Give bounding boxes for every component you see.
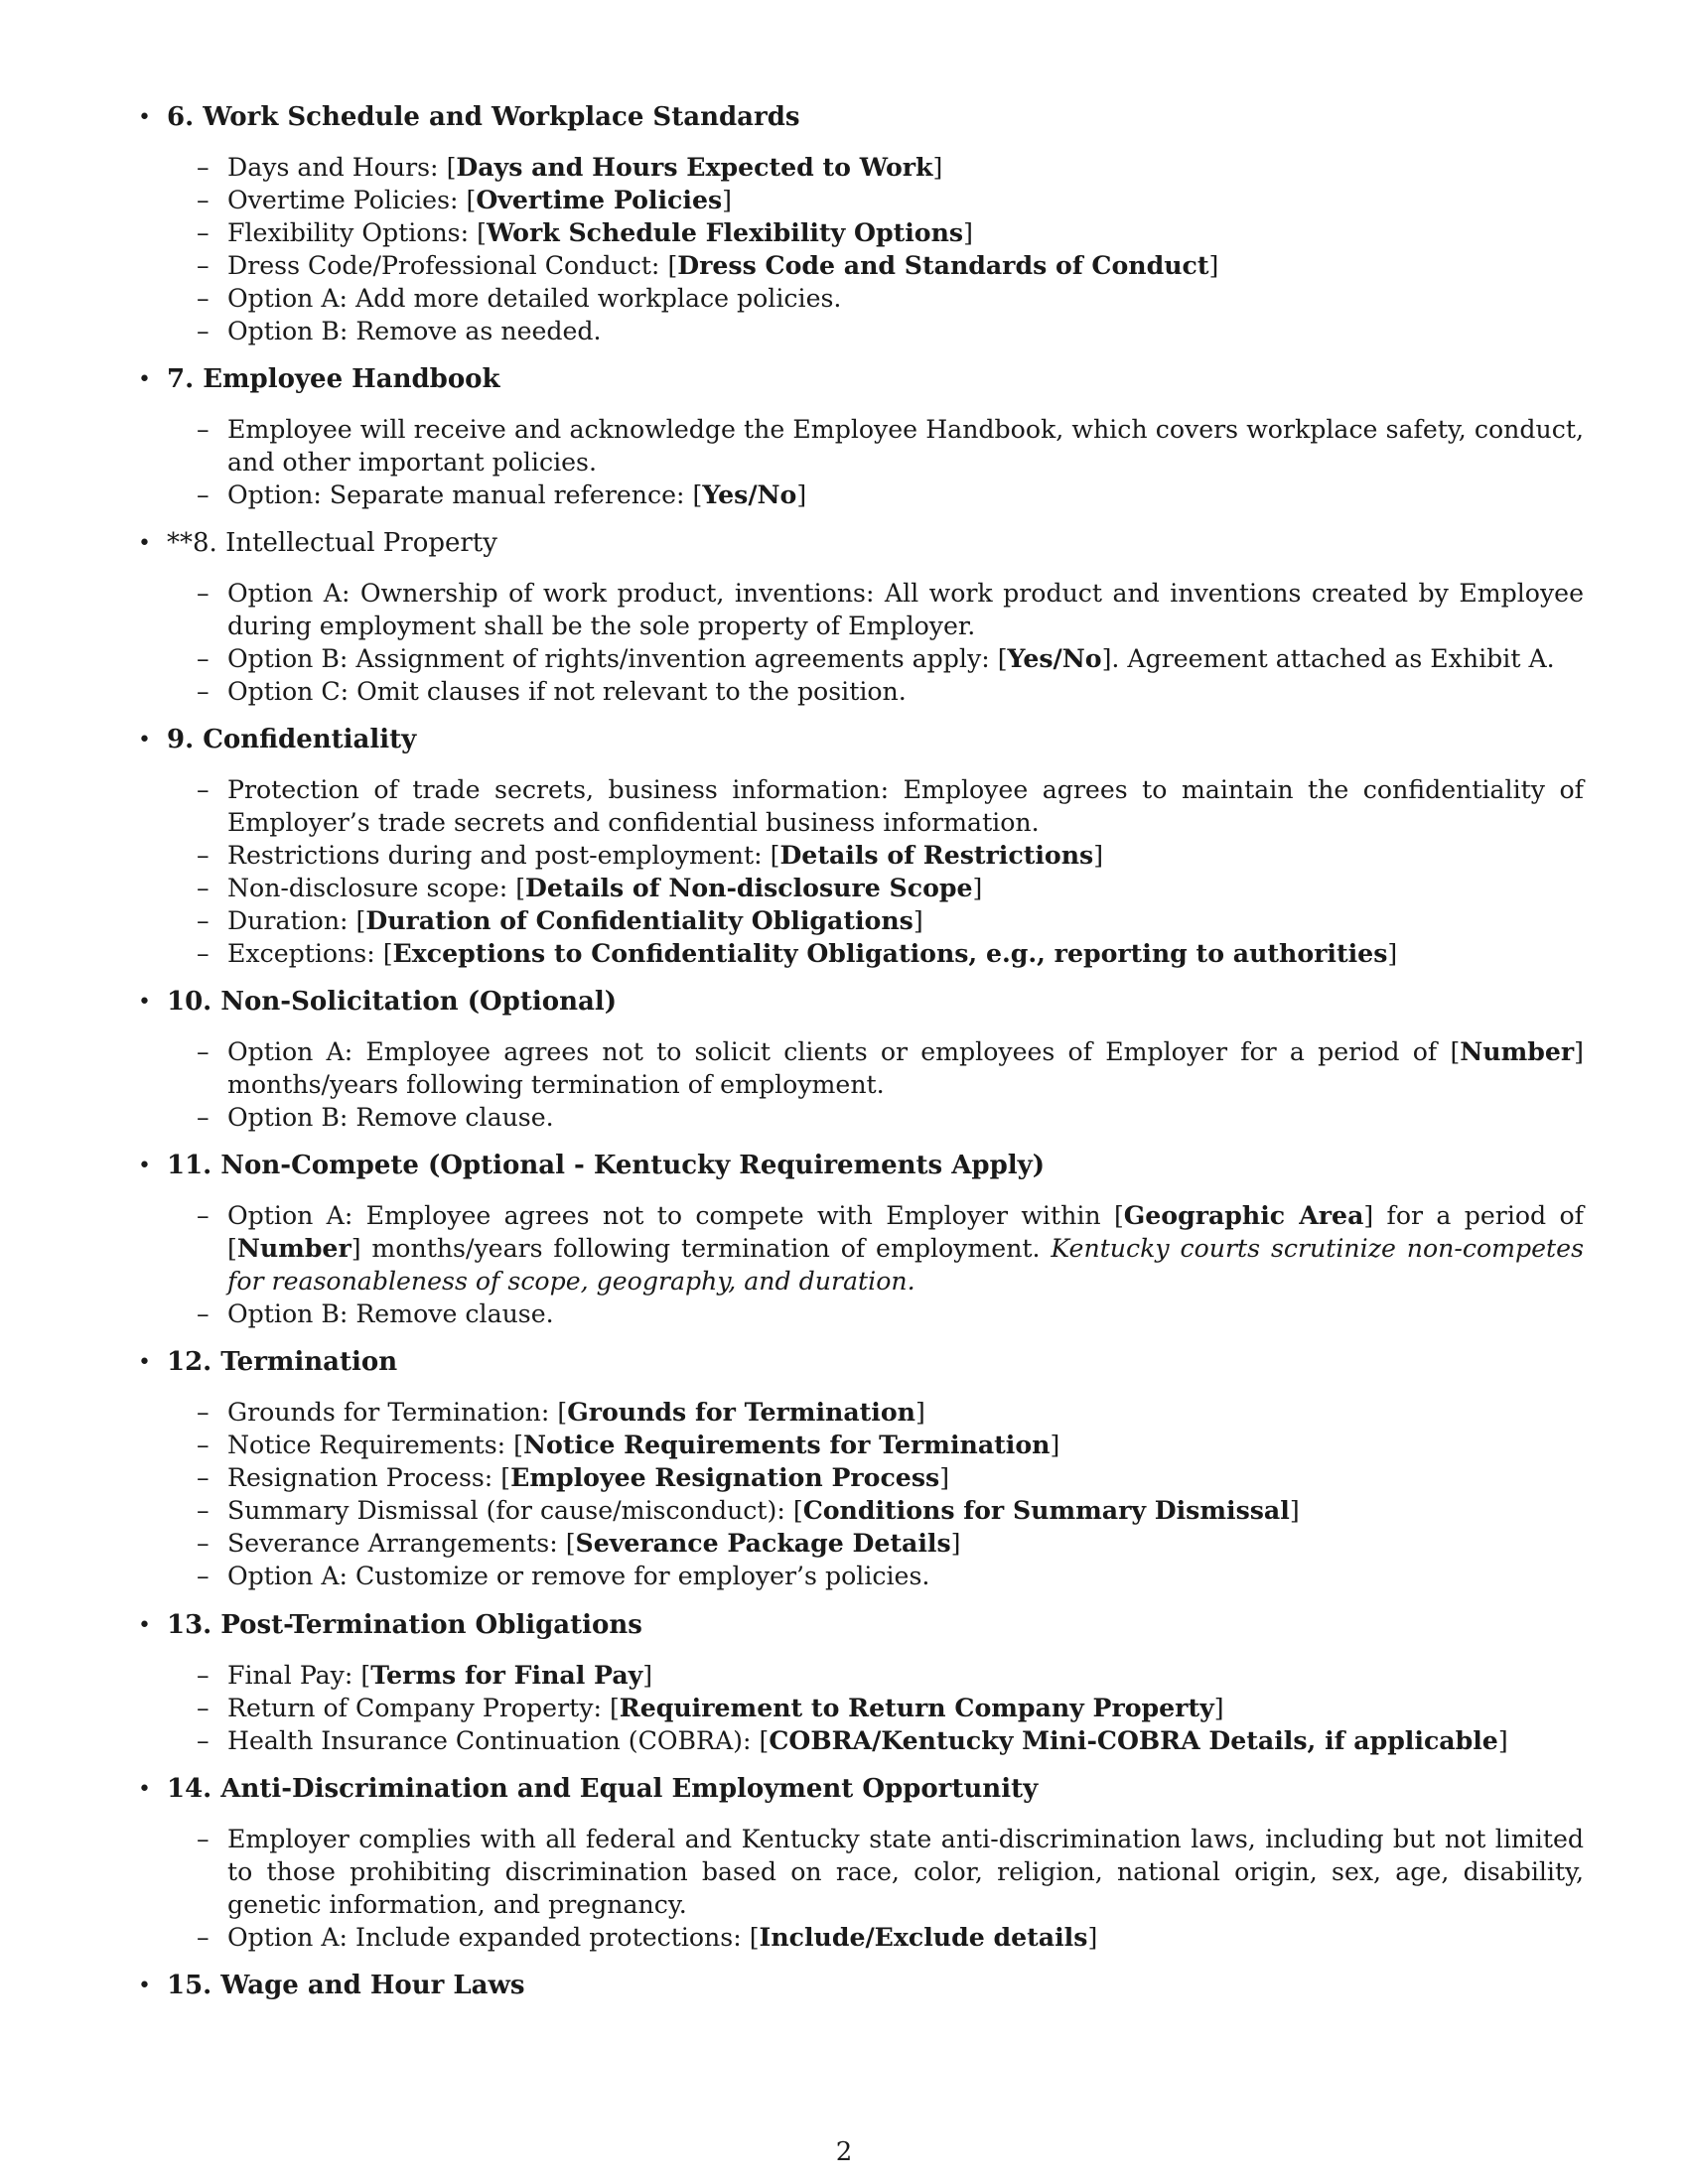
section-heading-text: 11. Non-Compete (Optional - Kentucky Requirements Apply) (167, 1151, 1046, 1180)
list-item: – Option B: Remove clause. (197, 1103, 554, 1132)
bullet: • (138, 728, 151, 752)
list-item: – Protection of trade secrets, business information: Employee agrees to maintain the confidentiality of Employer’s trade secrets and confidential business information. (197, 775, 1584, 837)
section-7-items (0, 413, 1688, 511)
page-number: 2 (835, 2137, 853, 2167)
list-item: – Flexibility Options: [Work Schedule Flexibility Options] (197, 217, 973, 247)
list-item: – Employee will receive and acknowledge the Employee Handbook, which covers workplace safety, conduct, and other important policies. (197, 415, 1584, 477)
list-item: – Health Insurance Continuation (COBRA): [COBRA/Kentucky Mini-COBRA Details, if applicable] (197, 1725, 1508, 1755)
section-heading-text: 14. Anti-Discrimination and Equal Employment Opportunity (167, 1774, 1039, 1804)
bullet: • (138, 1613, 151, 1638)
list-item: – Option C: Omit clauses if not relevant to the position. (197, 677, 907, 706)
list-item: – Option A: Ownership of work product, inventions: All work product and inventions created by Employee during employment shall be the sole property of Employer. (197, 579, 1584, 640)
section-heading-text: **8. Intellectual Property (167, 528, 497, 558)
section-heading-text: 12. Termination (167, 1347, 398, 1377)
list-item: – Employer complies with all federal and Kentucky state anti-discrimination laws, including but not limited to those prohibiting discrimination based on race, color, religion, national origin, sex, age, disability, genetic information, and pregnancy. (197, 1825, 1584, 1919)
list-item: – Grounds for Termination: [Grounds for Termination] (197, 1397, 925, 1427)
section-12-items (0, 1396, 1688, 1592)
list-item: – Option B: Remove clause. (197, 1299, 554, 1328)
bullet: • (138, 367, 151, 392)
section-6-items (0, 151, 1688, 347)
bullet: • (138, 1350, 151, 1375)
bullet: • (138, 990, 151, 1015)
section-heading-text: 13. Post-Termination Obligations (167, 1610, 642, 1640)
list-item: – Non-disclosure scope: [Details of Non-disclosure Scope] (197, 873, 983, 902)
list-item: – Summary Dismissal (for cause/misconduct): [Conditions for Summary Dismissal] (197, 1495, 1300, 1525)
section-heading-text: 15. Wage and Hour Laws (167, 1971, 525, 2000)
list-item: – Notice Requirements: [Notice Requirements for Termination] (197, 1430, 1060, 1459)
list-item: – Dress Code/Professional Conduct: [Dress Code and Standards of Conduct] (197, 250, 1219, 280)
list-item: – Resignation Process: [Employee Resignation Process] (197, 1462, 950, 1492)
list-item: – Option A: Employee agrees not to solicit clients or employees of Employer for a period of [Number] months/years following termination of employment. (197, 1036, 1584, 1099)
bullet: • (138, 1777, 151, 1802)
section-heading-text: 10. Non-Solicitation (Optional) (167, 987, 617, 1017)
bullet: • (138, 531, 151, 556)
section-13-items (0, 1659, 1688, 1757)
list-item: – Return of Company Property: [Requirement to Return Company Property] (197, 1693, 1224, 1722)
section-8-items (0, 577, 1688, 708)
list-item: – Option A: Customize or remove for employer’s policies. (197, 1562, 930, 1590)
section-9-items (0, 773, 1688, 970)
bullet: • (138, 1974, 151, 1998)
bullet: • (138, 1154, 151, 1178)
section-heading-text: 6. Work Schedule and Workplace Standards (167, 102, 800, 132)
list-item: – Option A: Include expanded protections: [Include/Exclude details] (197, 1922, 1098, 1952)
list-item: – Option A: Add more detailed workplace policies. (197, 284, 842, 313)
list-item: – Option A: Employee agrees not to compete with Employer within [Geographic Area] for a period of [Number] months/years following termination of employment. Kentucky courts scrutinize non-competes for reasonableness of scope, geography, and duration. (197, 1200, 1585, 1296)
list-item: – Duration: [Duration of Confidentiality Obligations] (197, 905, 923, 935)
section-heading-text: 7. Employee Handbook (167, 364, 500, 394)
list-item: – Option: Separate manual reference: [Yes/No] (197, 479, 807, 509)
section-10-items (0, 1035, 1688, 1134)
list-item: – Restrictions during and post-employment: [Details of Restrictions] (197, 840, 1104, 870)
list-item: – Option B: Remove as needed. (197, 317, 602, 345)
bullet: • (138, 105, 151, 130)
list-item: – Overtime Policies: [Overtime Policies] (197, 185, 732, 214)
list-item: – Option B: Assignment of rights/invention agreements apply: [Yes/No]. Agreement attached as Exhibit A. (197, 643, 1555, 673)
list-item: – Final Pay: [Terms for Final Pay] (197, 1660, 653, 1690)
list-item: – Days and Hours: [Days and Hours Expected to Work] (197, 152, 943, 182)
section-heading-text: 9. Confidentiality (167, 725, 417, 754)
section-14-items (0, 1823, 1688, 1954)
section-11-items (0, 1199, 1688, 1330)
list-item: – Severance Arrangements: [Severance Package Details] (197, 1528, 961, 1558)
list-item: – Exceptions: [Exceptions to Confidentiality Obligations, e.g., reporting to authorities] (197, 938, 1398, 968)
